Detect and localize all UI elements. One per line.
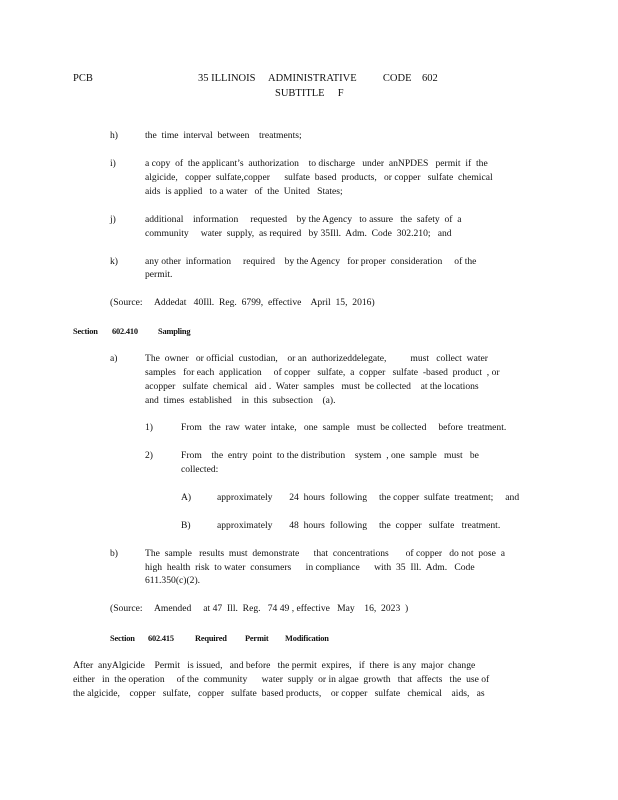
item-text-h: the time interval between treatments;: [145, 130, 302, 141]
section-title-sampling: Sampling: [158, 327, 191, 336]
sub-label-B: B): [181, 520, 191, 531]
item-text-i-line3: aids is applied to a water of the United States;: [145, 186, 343, 197]
sub-label-2: 2): [145, 450, 153, 461]
sub-text-1: From the raw water intake, one sample must be collected before treatment.: [181, 422, 507, 433]
item-label-b: b): [110, 548, 118, 559]
sub-text-B: approximately 48 hours following the copper sulfate treatment.: [217, 520, 501, 531]
item-text-b-line3: 611.350(c)(2).: [145, 575, 201, 586]
item-label-h: h): [110, 130, 118, 141]
item-text-a-line3: acopper sulfate chemical aid . Water samples must be collected at the locations: [145, 381, 479, 392]
item-label-j: j): [110, 214, 116, 225]
item-label-a: a): [110, 353, 118, 364]
item-text-j-line2: community water supply, as required by 35Ill. Adm. Code 302.210; and: [145, 228, 452, 239]
section-title-required: Required: [195, 634, 227, 643]
source-note-2023: (Source: Amended at 47 Ill. Reg. 74 49 , effective May 16, 2023 ): [110, 603, 409, 614]
item-text-k-line1: any other information required by the Agency for proper consideration of the: [145, 256, 477, 267]
closing-line-1: After anyAlgicide Permit is issued, and before the permit expires, if there is any major change: [73, 660, 476, 671]
item-text-a-line2: samples for each application of copper sulfate, a copper sulfate -based product , or: [145, 367, 500, 378]
sub-text-2-line1: From the entry point to the distribution system , one sample must be: [181, 450, 479, 461]
closing-line-2: either in the operation of the community water supply or in algae growth that affects the use of: [73, 674, 490, 685]
section-number-602-410: 602.410: [112, 327, 138, 336]
header-code-line: 35 ILLINOIS ADMINISTRATIVE CODE 602: [198, 73, 438, 84]
item-text-b-line1: The sample results must demonstrate that concentrations of copper do not pose a: [145, 548, 505, 559]
item-text-i-line2: algicide, copper sulfate,copper sulfate based products, or copper sulfate chemical: [145, 172, 493, 183]
sub-text-A: approximately 24 hours following the copper sulfate treatment; and: [217, 492, 520, 503]
sub-label-1: 1): [145, 422, 153, 433]
item-text-b-line2: high health risk to water consumers in compliance with 35 Ill. Adm. Code: [145, 562, 475, 573]
item-text-j-line1: additional information requested by the Agency to assure the safety of a: [145, 214, 462, 225]
item-text-k-line2: permit.: [145, 269, 173, 280]
item-text-a-line4: and times established in this subsection (a).: [145, 395, 336, 406]
header-agency: PCB: [73, 73, 93, 84]
section-word: Section: [73, 327, 98, 336]
sub-text-2-line2: collected:: [181, 464, 219, 475]
source-note-2016: (Source: Addedat 40Ill. Reg. 6799, effective April 15, 2016): [110, 297, 375, 308]
item-label-k: k): [110, 256, 118, 267]
item-text-i-line1: a copy of the applicant’s authorization to discharge under anNPDES permit if the: [145, 158, 488, 169]
section-number-602-415: 602.415: [148, 634, 174, 643]
closing-line-3: the algicide, copper sulfate, copper sulfate based products, or copper sulfate chemical aids, as: [73, 688, 485, 699]
item-label-i: i): [110, 158, 116, 169]
section-title-permit: Permit: [245, 634, 269, 643]
sub-label-A: A): [181, 492, 192, 503]
header-subtitle-line: SUBTITLE F: [275, 88, 344, 99]
section-word-415: Section: [110, 634, 135, 643]
item-text-a-line1: The owner or official custodian, or an authorizeddelegate, must collect water: [145, 353, 488, 364]
section-title-modification: Modification: [285, 634, 329, 643]
